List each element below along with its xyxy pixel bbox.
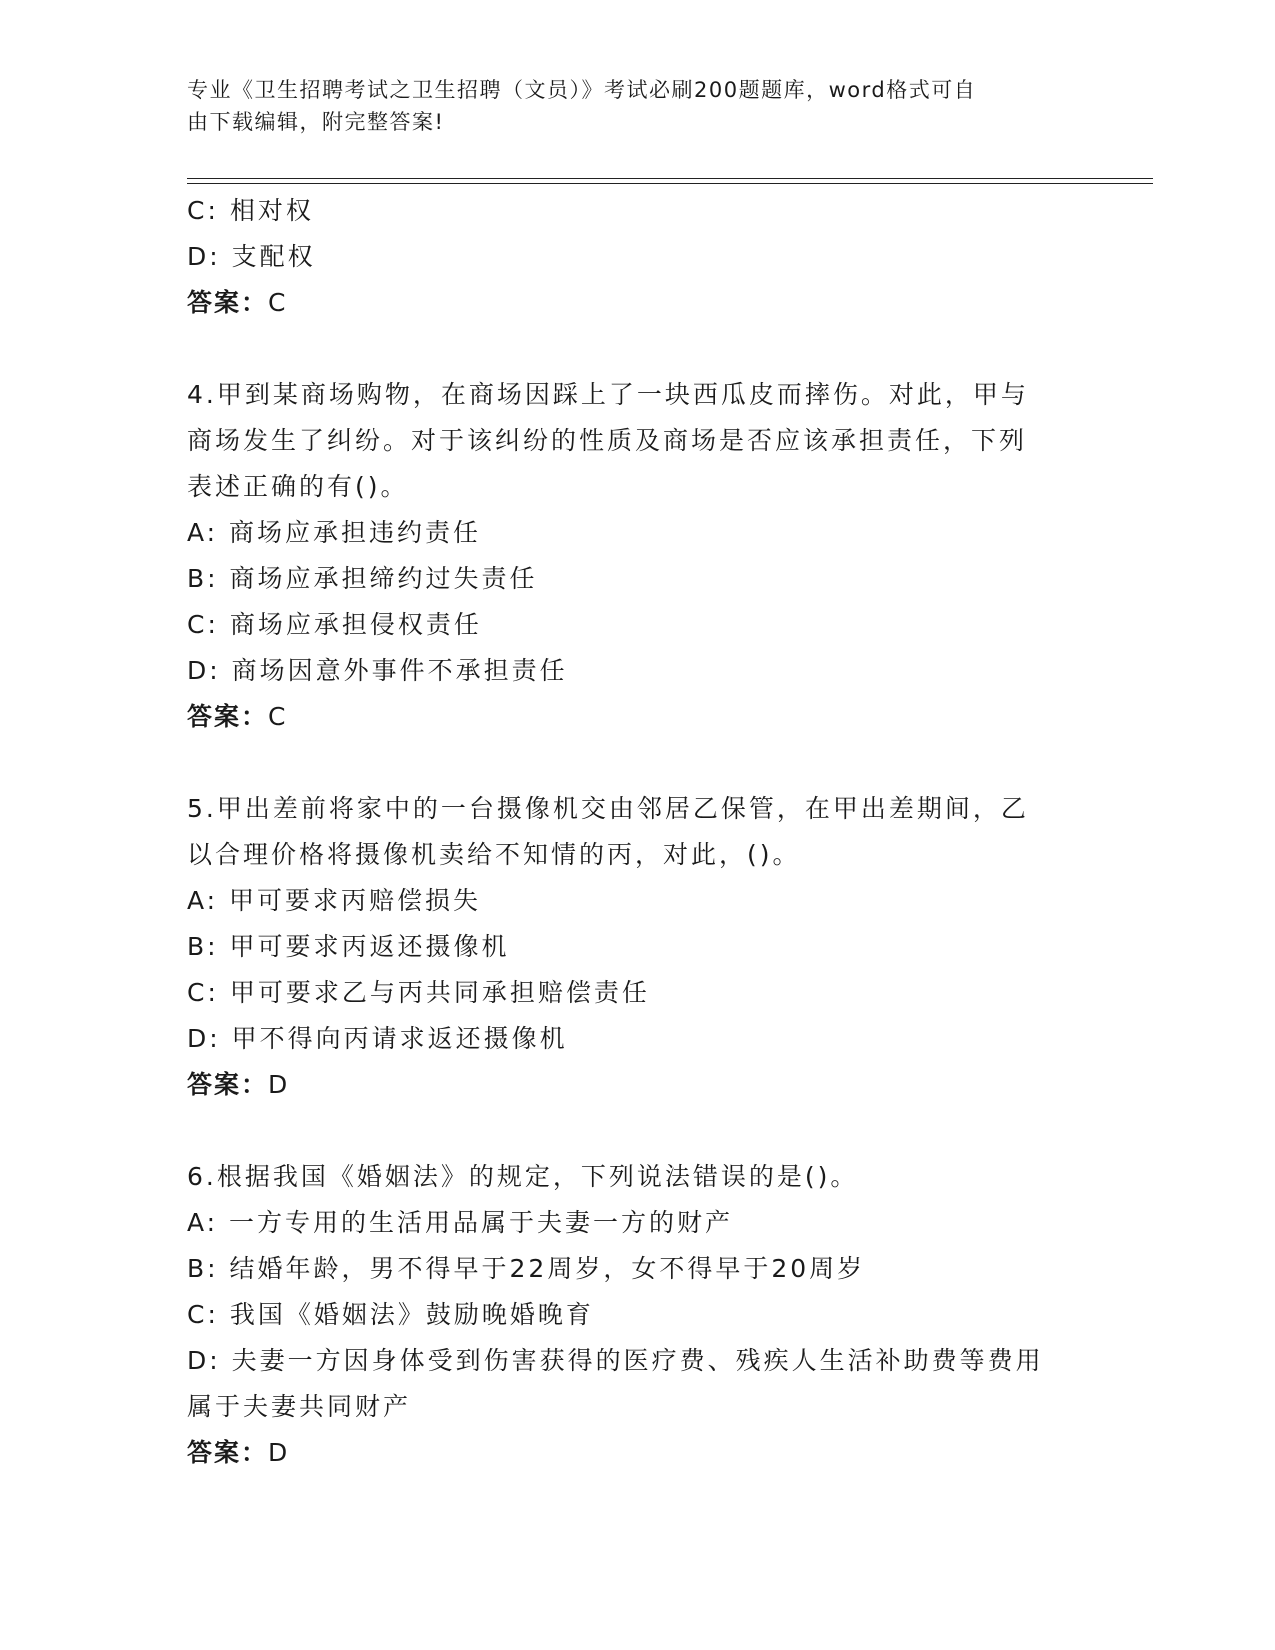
document-header <box>187 74 1067 138</box>
header-line-1: 专业《卫生招聘考试之卫生招聘（文员）》考试必刷200题题库，word格式可自 <box>187 78 977 102</box>
q4-stem-line-3: 表述正确的有()。 <box>187 472 409 501</box>
header-line-2: 由下载编辑，附完整答案! <box>187 110 445 134</box>
q6-option-d-line-2: 属于夫妻共同财产 <box>187 1392 412 1421</box>
question-4 <box>187 372 1087 740</box>
q3-option-d: D: 支配权 <box>187 242 316 271</box>
q4-answer-value: C <box>268 702 287 731</box>
q4-answer-label: 答案： <box>187 702 269 731</box>
q4-stem-line-1: 4.甲到某商场购物，在商场因踩上了一块西瓜皮而摔伤。对此，甲与 <box>187 380 1029 409</box>
q6-option-b: B: 结婚年龄，男不得早于22周岁，女不得早于20周岁 <box>187 1254 866 1283</box>
q4-option-c: C: 商场应承担侵权责任 <box>187 610 482 639</box>
q5-option-a: A: 甲可要求丙赔偿损失 <box>187 886 482 915</box>
q5-answer <box>187 1062 1087 1108</box>
question-6 <box>187 1154 1087 1476</box>
q6-option-a: A: 一方专用的生活用品属于夫妻一方的财产 <box>187 1208 734 1237</box>
q3-answer-value: C <box>268 288 287 317</box>
q3-option-c: C: 相对权 <box>187 196 314 225</box>
q5-answer-label: 答案： <box>187 1070 269 1099</box>
q6-answer-label: 答案： <box>187 1438 269 1467</box>
q5-option-b: B: 甲可要求丙返还摄像机 <box>187 932 510 961</box>
q4-answer <box>187 694 1087 740</box>
spacer <box>187 740 1087 786</box>
document-body <box>187 188 1087 1476</box>
spacer <box>187 1108 1087 1154</box>
q3-answer <box>187 280 1087 326</box>
q6-answer <box>187 1430 1087 1476</box>
q3-answer-label: 答案： <box>187 288 269 317</box>
spacer <box>187 326 1087 372</box>
header-rule-top <box>187 178 1153 179</box>
q6-answer-value: D <box>268 1438 289 1467</box>
question-5 <box>187 786 1087 1108</box>
q6-option-c: C: 我国《婚姻法》鼓励晚婚晚育 <box>187 1300 594 1329</box>
q5-option-d: D: 甲不得向丙请求返还摄像机 <box>187 1024 568 1053</box>
q4-option-b: B: 商场应承担缔约过失责任 <box>187 564 538 593</box>
q6-stem-line-1: 6.根据我国《婚姻法》的规定，下列说法错误的是()。 <box>187 1162 859 1191</box>
q5-answer-value: D <box>268 1070 289 1099</box>
q5-stem-line-2: 以合理价格将摄像机卖给不知情的丙，对此，()。 <box>187 840 801 869</box>
header-rule-bottom <box>187 183 1153 184</box>
q6-option-d-line-1: D: 夫妻一方因身体受到伤害获得的医疗费、残疾人生活补助费等费用 <box>187 1346 1044 1375</box>
q5-option-c: C: 甲可要求乙与丙共同承担赔偿责任 <box>187 978 650 1007</box>
q4-stem-line-2: 商场发生了纠纷。对于该纠纷的性质及商场是否应该承担责任，下列 <box>187 426 1028 455</box>
q4-option-a: A: 商场应承担违约责任 <box>187 518 482 547</box>
q4-option-d: D: 商场因意外事件不承担责任 <box>187 656 568 685</box>
q5-stem-line-1: 5.甲出差前将家中的一台摄像机交由邻居乙保管，在甲出差期间，乙 <box>187 794 1029 823</box>
question-3 <box>187 188 1087 326</box>
